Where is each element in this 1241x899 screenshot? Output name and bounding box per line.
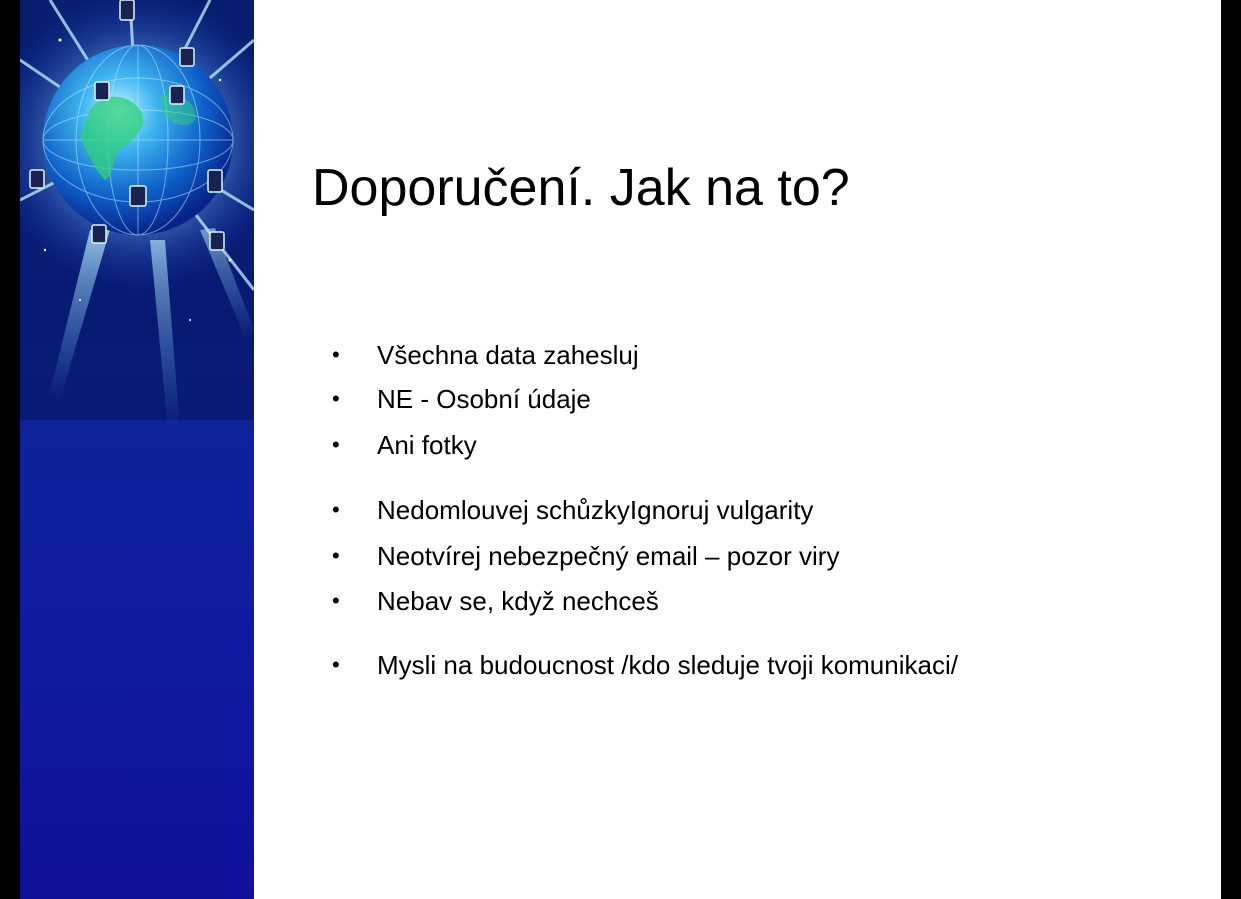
bullet-icon: • (332, 652, 340, 677)
list-item-text: NE - Osobní údaje (377, 384, 591, 414)
slide-title: Doporučení. Jak na to? (312, 159, 850, 217)
bullet-icon: • (332, 588, 340, 613)
list-item-text: Ani fotky (377, 430, 477, 460)
list-item-text: Neotvírej nebezpečný email – pozor viry (377, 541, 840, 571)
list-item-text: Nebav se, když nechceš (377, 586, 659, 616)
bullet-icon: • (332, 342, 340, 367)
slide (20, 0, 1221, 899)
bullet-icon: • (332, 432, 340, 457)
bullet-icon: • (332, 543, 340, 568)
list-item-text: Všechna data zahesluj (377, 340, 639, 370)
bullet-icon: • (332, 386, 340, 411)
bullet-icon: • (332, 497, 340, 522)
decorative-side-panel (20, 0, 254, 899)
globe-network-icon (20, 0, 254, 899)
list-item-text: Mysli na budoucnost /kdo sleduje tvoji komunikaci/ (377, 650, 958, 680)
list-item-text: Nedomlouvej schůzkyIgnoruj vulgarity (377, 495, 814, 525)
